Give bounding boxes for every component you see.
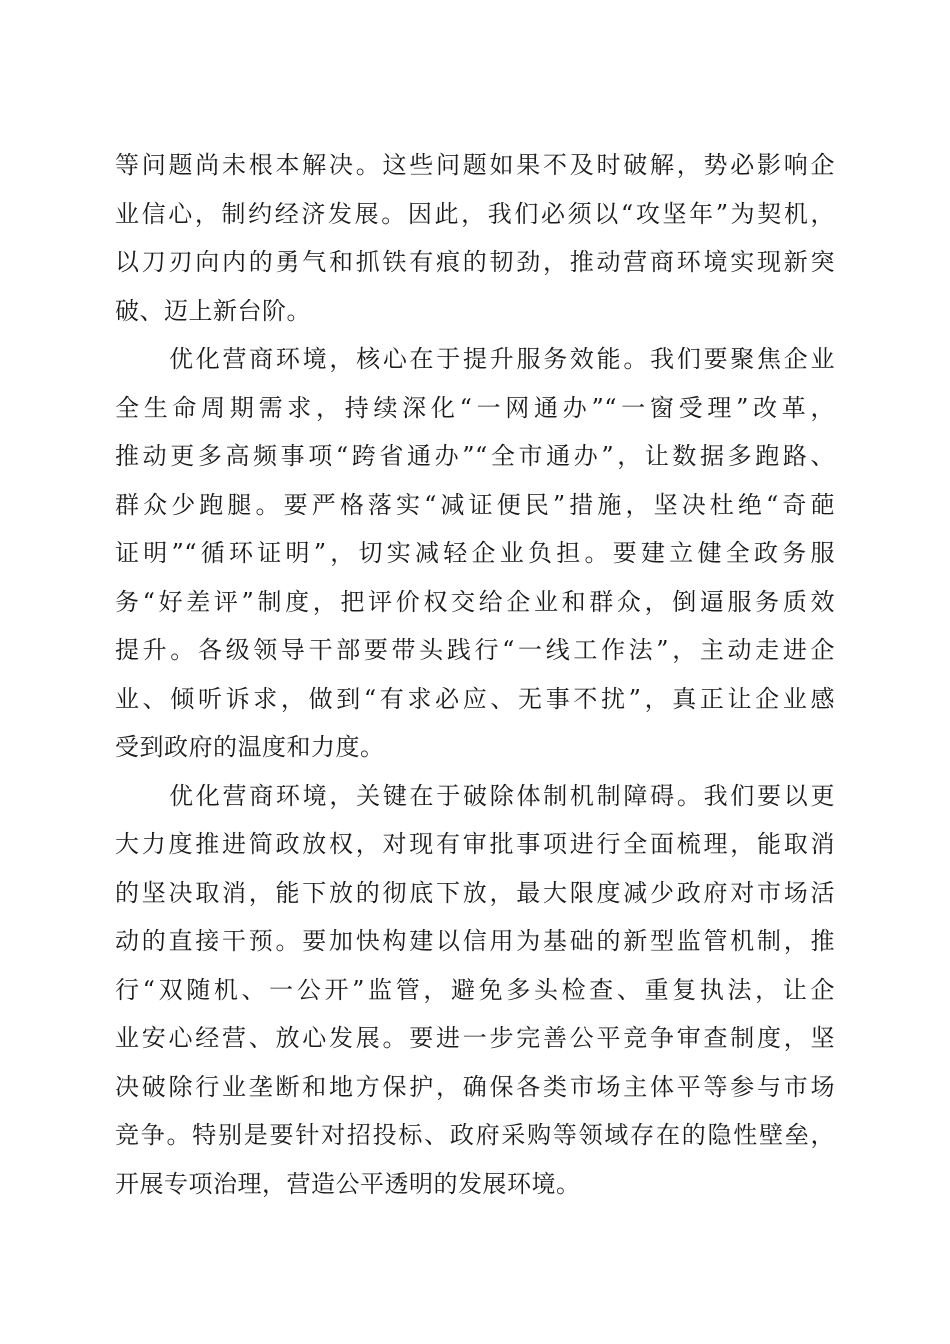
document-body [115,141,835,1208]
text-line: 以刀刃向内的勇气和抓铁有痕的韧劲，推动营商环境实现新突 [115,248,835,276]
text-line: 推动更多高频事项“跨省通办”“全市通办”，让数据多跑路、 [115,442,835,470]
text-line: 证明”“循环证明”，切实减轻企业负担。要建立健全政务服 [115,539,835,567]
text-line: 等问题尚未根本解决。这些问题如果不及时破解，势必影响企 [115,151,835,179]
text-line: 业安心经营、放心发展。要进一步完善公平竞争审查制度，坚 [115,1024,835,1052]
paragraph [115,335,835,772]
text-line: 行“双随机、一公开”监管，避免多头检查、重复执法，让企 [115,975,835,1004]
text-line: 优化营商环境，核心在于提升服务效能。我们要聚焦企业 [169,345,835,373]
text-line: 决破除行业垄断和地方保护，确保各类市场主体平等参与市场 [115,1072,835,1101]
text-line: 破、迈上新台阶。 [115,296,311,325]
text-line: 全生命周期需求，持续深化“一网通办”“一窗受理”改革， [115,393,835,422]
text-line: 提升。各级领导干部要带头践行“一线工作法”，主动走进企 [115,636,835,664]
text-line: 的坚决取消，能下放的彻底下放，最大限度减少政府对市场活 [115,878,835,907]
text-line: 业信心，制约经济发展。因此，我们必须以“攻坚年”为契机， [115,199,835,228]
text-line: 务“好差评”制度，把评价权交给企业和群众，倒逼服务质效 [115,587,835,616]
text-line: 优化营商环境，关键在于破除体制机制障碍。我们要以更 [169,781,835,810]
paragraph [115,141,835,335]
text-line: 竞争。特别是要针对招投标、政府采购等领域存在的隐性壁垒， [115,1121,835,1149]
text-line: 动的直接干预。要加快构建以信用为基础的新型监管机制，推 [115,927,835,955]
text-line: 大力度推进简政放权，对现有审批事项进行全面梳理，能取消 [115,830,835,858]
text-line: 业、倾听诉求，做到“有求必应、无事不扰”，真正让企业感 [115,684,835,713]
text-line: 开展专项治理，营造公平透明的发展环境。 [115,1169,581,1198]
text-line: 受到政府的温度和力度。 [115,733,385,761]
paragraph [115,772,835,1209]
text-line: 群众少跑腿。要严格落实“减证便民”措施，坚决杜绝“奇葩 [115,490,835,519]
